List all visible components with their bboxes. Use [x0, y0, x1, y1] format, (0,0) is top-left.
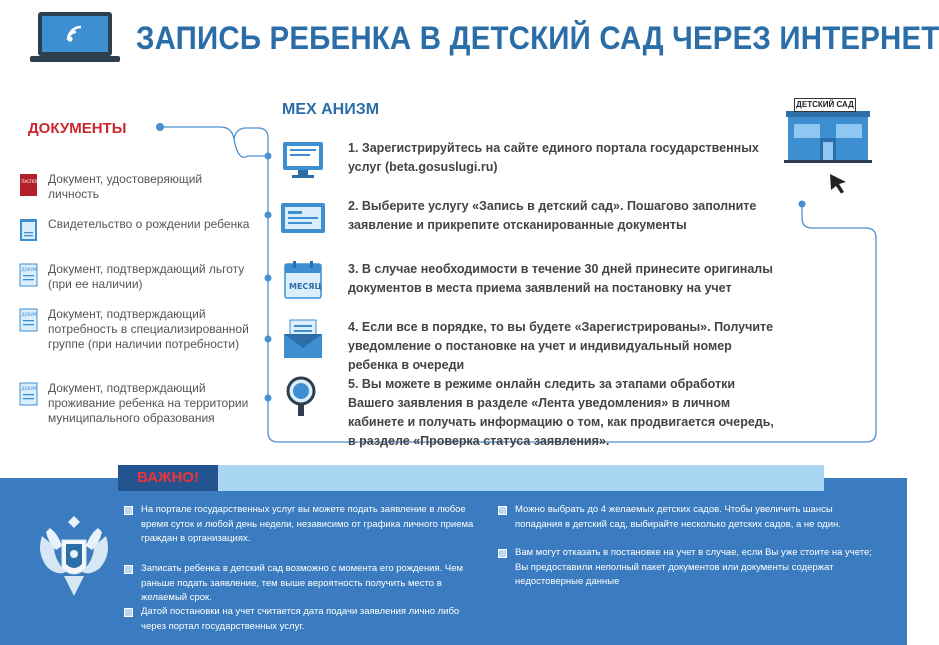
note-text: Можно выбрать до 4 желаемых детских садов. Чтобы увеличить шансы попадания в детский сад, выбирайте несколько детских садов, а не один. [515, 504, 841, 530]
note-item [124, 605, 479, 634]
note-text: Вам могут отказать в постановке на учет в случае, если Вы уже стоите на учете; Вы предоставили неполный пакет документов или документы содержат недостоверные данные [515, 547, 872, 587]
important-header-bar [118, 465, 824, 491]
step-text: 1. Зарегистрируйтесь на сайте единого портала государственных услуг (beta.gosuslugi.ru) [348, 141, 759, 174]
document-label: Свидетельство о рождении ребенка [48, 217, 250, 231]
document-label: Документ, подтверждающий потребность в специализированной группе (при наличии потребности) [48, 307, 249, 351]
document-item [20, 307, 250, 352]
step-item [280, 318, 780, 375]
document-item [20, 262, 250, 292]
dot-step1 [265, 153, 272, 160]
connector-documents [160, 127, 268, 157]
step-text: 3. В случае необходимости в течение 30 дней принесите оригиналы документов в места приема заявлений на постановку на учет [348, 262, 773, 295]
checkbox-bullet-icon [124, 565, 133, 574]
checkbox-bullet-icon [498, 549, 507, 558]
documents-heading: ДОКУМЕНТЫ [28, 120, 127, 137]
document-icon [20, 309, 37, 331]
step-text: 5. Вы можете в режиме онлайн следить за этапами обработки Вашего заявления в разделе «Лента уведомления» в личном кабинете и получать информацию о том, как продвигается очередь, в разделе «Проверка статуса заявления». [348, 377, 774, 448]
document-item [20, 172, 250, 202]
document-label: Документ, удостоверяющий личность [48, 172, 203, 201]
note-text: На портале государственных услуг вы можете подать заявление в любое время суток и любой день недели, независимо от графика личного приема граждан в организациях. [141, 504, 474, 544]
step-item [280, 197, 780, 239]
document-item [20, 217, 250, 241]
step-text: 4. Если все в порядке, то вы будете «Зарегистрированы». Получите уведомление о постановке на учет и индивидуальный номер ребенка в очереди [348, 320, 774, 372]
laptop-wifi-icon [30, 10, 120, 66]
checkbox-bullet-icon [498, 506, 507, 515]
note-item [124, 562, 479, 606]
calendar-icon [280, 260, 326, 302]
document-icon [20, 264, 37, 286]
dot-step3 [265, 275, 272, 282]
cursor-icon [830, 174, 846, 194]
step-text: 2. Выберите услугу «Запись в детский сад». Пошагово заполните заявление и прикрепите отсканированные документы [348, 199, 757, 232]
double-headed-eagle-emblem-icon [34, 506, 114, 602]
step-item [280, 260, 780, 302]
envelope-icon [280, 318, 326, 360]
note-item [124, 503, 479, 547]
important-title: ВАЖНО! [118, 465, 218, 491]
svg-text:ДОКУМ: ДОКУМ [21, 267, 37, 272]
dot-step5 [265, 395, 272, 402]
kindergarten-sign: ДЕТСКИЙ САД [794, 98, 856, 112]
svg-text:ДОКУМ: ДОКУМ [21, 312, 37, 317]
document-icon [20, 219, 37, 241]
document-item [20, 381, 250, 426]
dot-step2 [265, 212, 272, 219]
checkbox-bullet-icon [124, 608, 133, 617]
note-text: Датой постановки на учет считается дата подачи заявления лично либо через портал государственных услуг. [141, 606, 460, 632]
note-item [498, 503, 878, 532]
dot-kindergarten [799, 201, 806, 208]
passport-icon [20, 174, 42, 196]
form-icon [280, 197, 326, 239]
document-icon [20, 383, 37, 405]
page-title: ЗАПИСЬ РЕБЕНКА В ДЕТСКИЙ САД ЧЕРЕЗ ИНТЕРНЕТ [136, 20, 939, 56]
dot-documents [156, 123, 164, 131]
dot-step4 [265, 336, 272, 343]
step-item [280, 375, 780, 451]
note-text: Записать ребенка в детский сад возможно с момента его рождения. Чем раньше подать заявление, тем выше вероятность получить место в желаемый срок. [141, 563, 464, 603]
svg-text:ДОКУМ: ДОКУМ [21, 386, 37, 391]
note-item [498, 546, 878, 590]
monitor-icon [280, 139, 326, 181]
document-label: Документ, подтверждающий льготу (при ее наличии) [48, 262, 245, 291]
svg-text:ПАСПОРТ: ПАСПОРТ [21, 179, 42, 184]
svg-text:МЕСЯЦ: МЕСЯЦ [289, 282, 322, 291]
checkbox-bullet-icon [124, 506, 133, 515]
magnifier-icon [280, 375, 326, 417]
document-label: Документ, подтверждающий проживание ребенка на территории муниципального образования [48, 381, 249, 425]
mechanism-heading: МЕХ АНИЗМ [282, 101, 380, 118]
kindergarten-icon [784, 98, 876, 194]
step-item [280, 139, 780, 181]
